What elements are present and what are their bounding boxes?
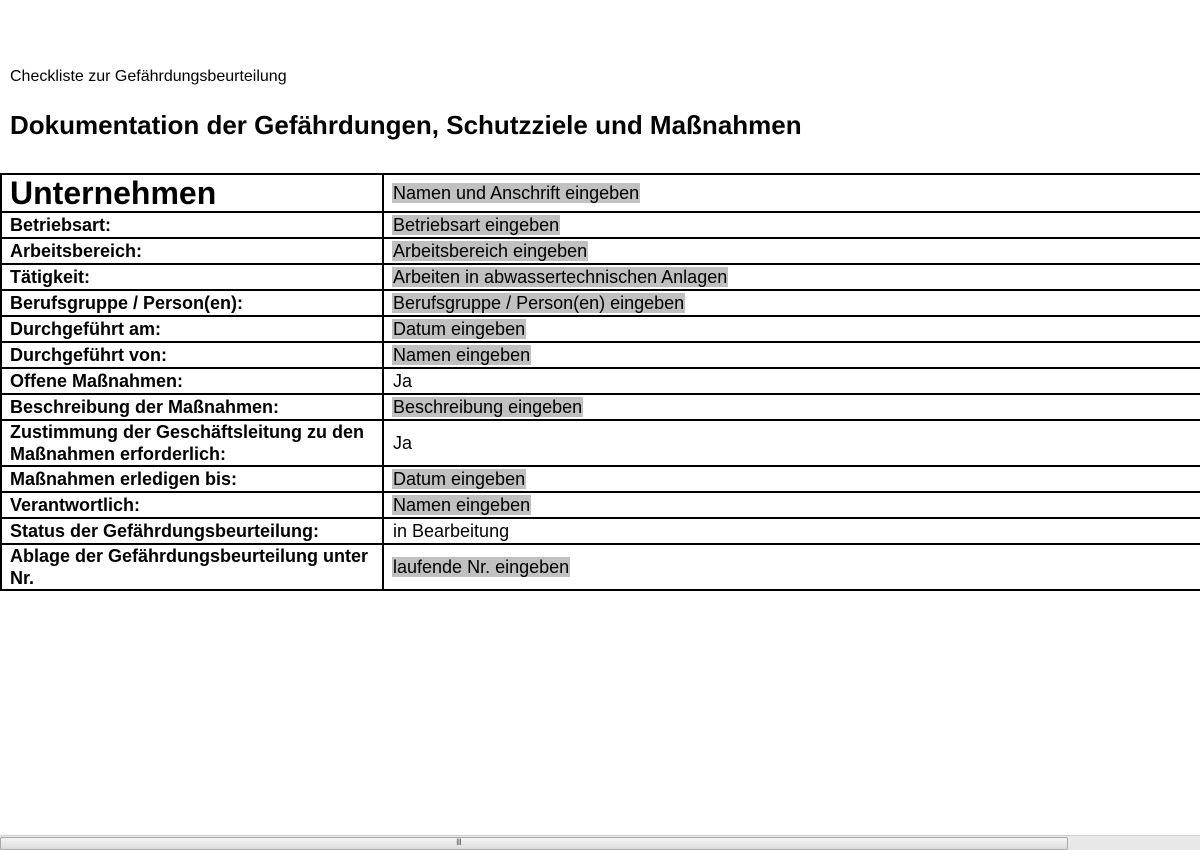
berufsgruppe-value-cell[interactable] [383,290,1200,316]
zustimmung-dropdown[interactable]: Ja [393,433,413,453]
verantwortlich-field[interactable]: Namen eingeben [393,495,531,515]
zustimmung-value-cell[interactable] [383,420,1200,466]
durchgefuehrt-von-label: Durchgeführt von: [1,342,383,368]
form-row-betriebsart [1,212,1200,238]
verantwortlich-label: Verantwortlich: [1,492,383,518]
durchgefuehrt-von-field[interactable]: Namen eingeben [393,345,531,365]
form-row-verantwortlich [1,492,1200,518]
erledigen-bis-value-cell[interactable] [383,466,1200,492]
document-subtitle: Checkliste zur Gefährdungsbeurteilung [10,68,287,85]
form-row-erledigen-bis [1,466,1200,492]
betriebsart-field[interactable]: Betriebsart eingeben [393,215,560,235]
berufsgruppe-label: Berufsgruppe / Person(en): [1,290,383,316]
form-row-company [1,174,1200,212]
offene-massnahmen-label: Offene Maßnahmen: [1,368,383,394]
assessment-form-table [0,173,1200,591]
status-dropdown[interactable]: in Bearbeitung [393,521,510,541]
zustimmung-label: Zustimmung der Geschäftsleitung zu den Maßnahmen erforderlich: [1,420,383,466]
arbeitsbereich-value-cell[interactable] [383,238,1200,264]
durchgefuehrt-am-label: Durchgeführt am: [1,316,383,342]
durchgefuehrt-am-value-cell[interactable] [383,316,1200,342]
taetigkeit-label: Tätigkeit: [1,264,383,290]
arbeitsbereich-label: Arbeitsbereich: [1,238,383,264]
erledigen-bis-label: Maßnahmen erledigen bis: [1,466,383,492]
form-row-durchgefuehrt-am [1,316,1200,342]
offene-massnahmen-dropdown[interactable]: Ja [393,371,413,391]
scrollbar-grip-icon: III [456,838,461,848]
durchgefuehrt-von-value-cell[interactable] [383,342,1200,368]
horizontal-scrollbar-thumb[interactable] [0,837,1068,850]
form-row-beschreibung [1,394,1200,420]
ablage-label: Ablage der Gefährdungsbeurteilung unter Nr. [1,544,383,590]
taetigkeit-field[interactable]: Arbeiten in abwassertechnischen Anlagen [393,267,728,287]
form-row-status [1,518,1200,544]
betriebsart-label: Betriebsart: [1,212,383,238]
form-row-berufsgruppe [1,290,1200,316]
horizontal-scrollbar[interactable] [0,835,1200,850]
company-label: Unternehmen [1,174,383,212]
company-value-cell[interactable] [383,174,1200,212]
berufsgruppe-field[interactable]: Berufsgruppe / Person(en) eingeben [393,293,685,313]
form-row-durchgefuehrt-von [1,342,1200,368]
document-title: Dokumentation der Gefährdungen, Schutzziele und Maßnahmen [10,110,802,140]
beschreibung-value-cell[interactable] [383,394,1200,420]
beschreibung-label: Beschreibung der Maßnahmen: [1,394,383,420]
company-name-field[interactable]: Namen und Anschrift eingeben [393,183,640,203]
taetigkeit-value-cell[interactable] [383,264,1200,290]
form-row-ablage [1,544,1200,590]
form-row-offene-massnahmen [1,368,1200,394]
status-value-cell[interactable] [383,518,1200,544]
betriebsart-value-cell[interactable] [383,212,1200,238]
verantwortlich-value-cell[interactable] [383,492,1200,518]
form-row-arbeitsbereich [1,238,1200,264]
beschreibung-field[interactable]: Beschreibung eingeben [393,397,583,417]
durchgefuehrt-am-field[interactable]: Datum eingeben [393,319,526,339]
form-row-zustimmung [1,420,1200,466]
erledigen-bis-field[interactable]: Datum eingeben [393,469,526,489]
arbeitsbereich-field[interactable]: Arbeitsbereich eingeben [393,241,588,261]
ablage-value-cell[interactable] [383,544,1200,590]
form-row-taetigkeit [1,264,1200,290]
ablage-nr-field[interactable]: laufende Nr. eingeben [393,557,570,577]
offene-massnahmen-value-cell[interactable] [383,368,1200,394]
status-label: Status der Gefährdungsbeurteilung: [1,518,383,544]
